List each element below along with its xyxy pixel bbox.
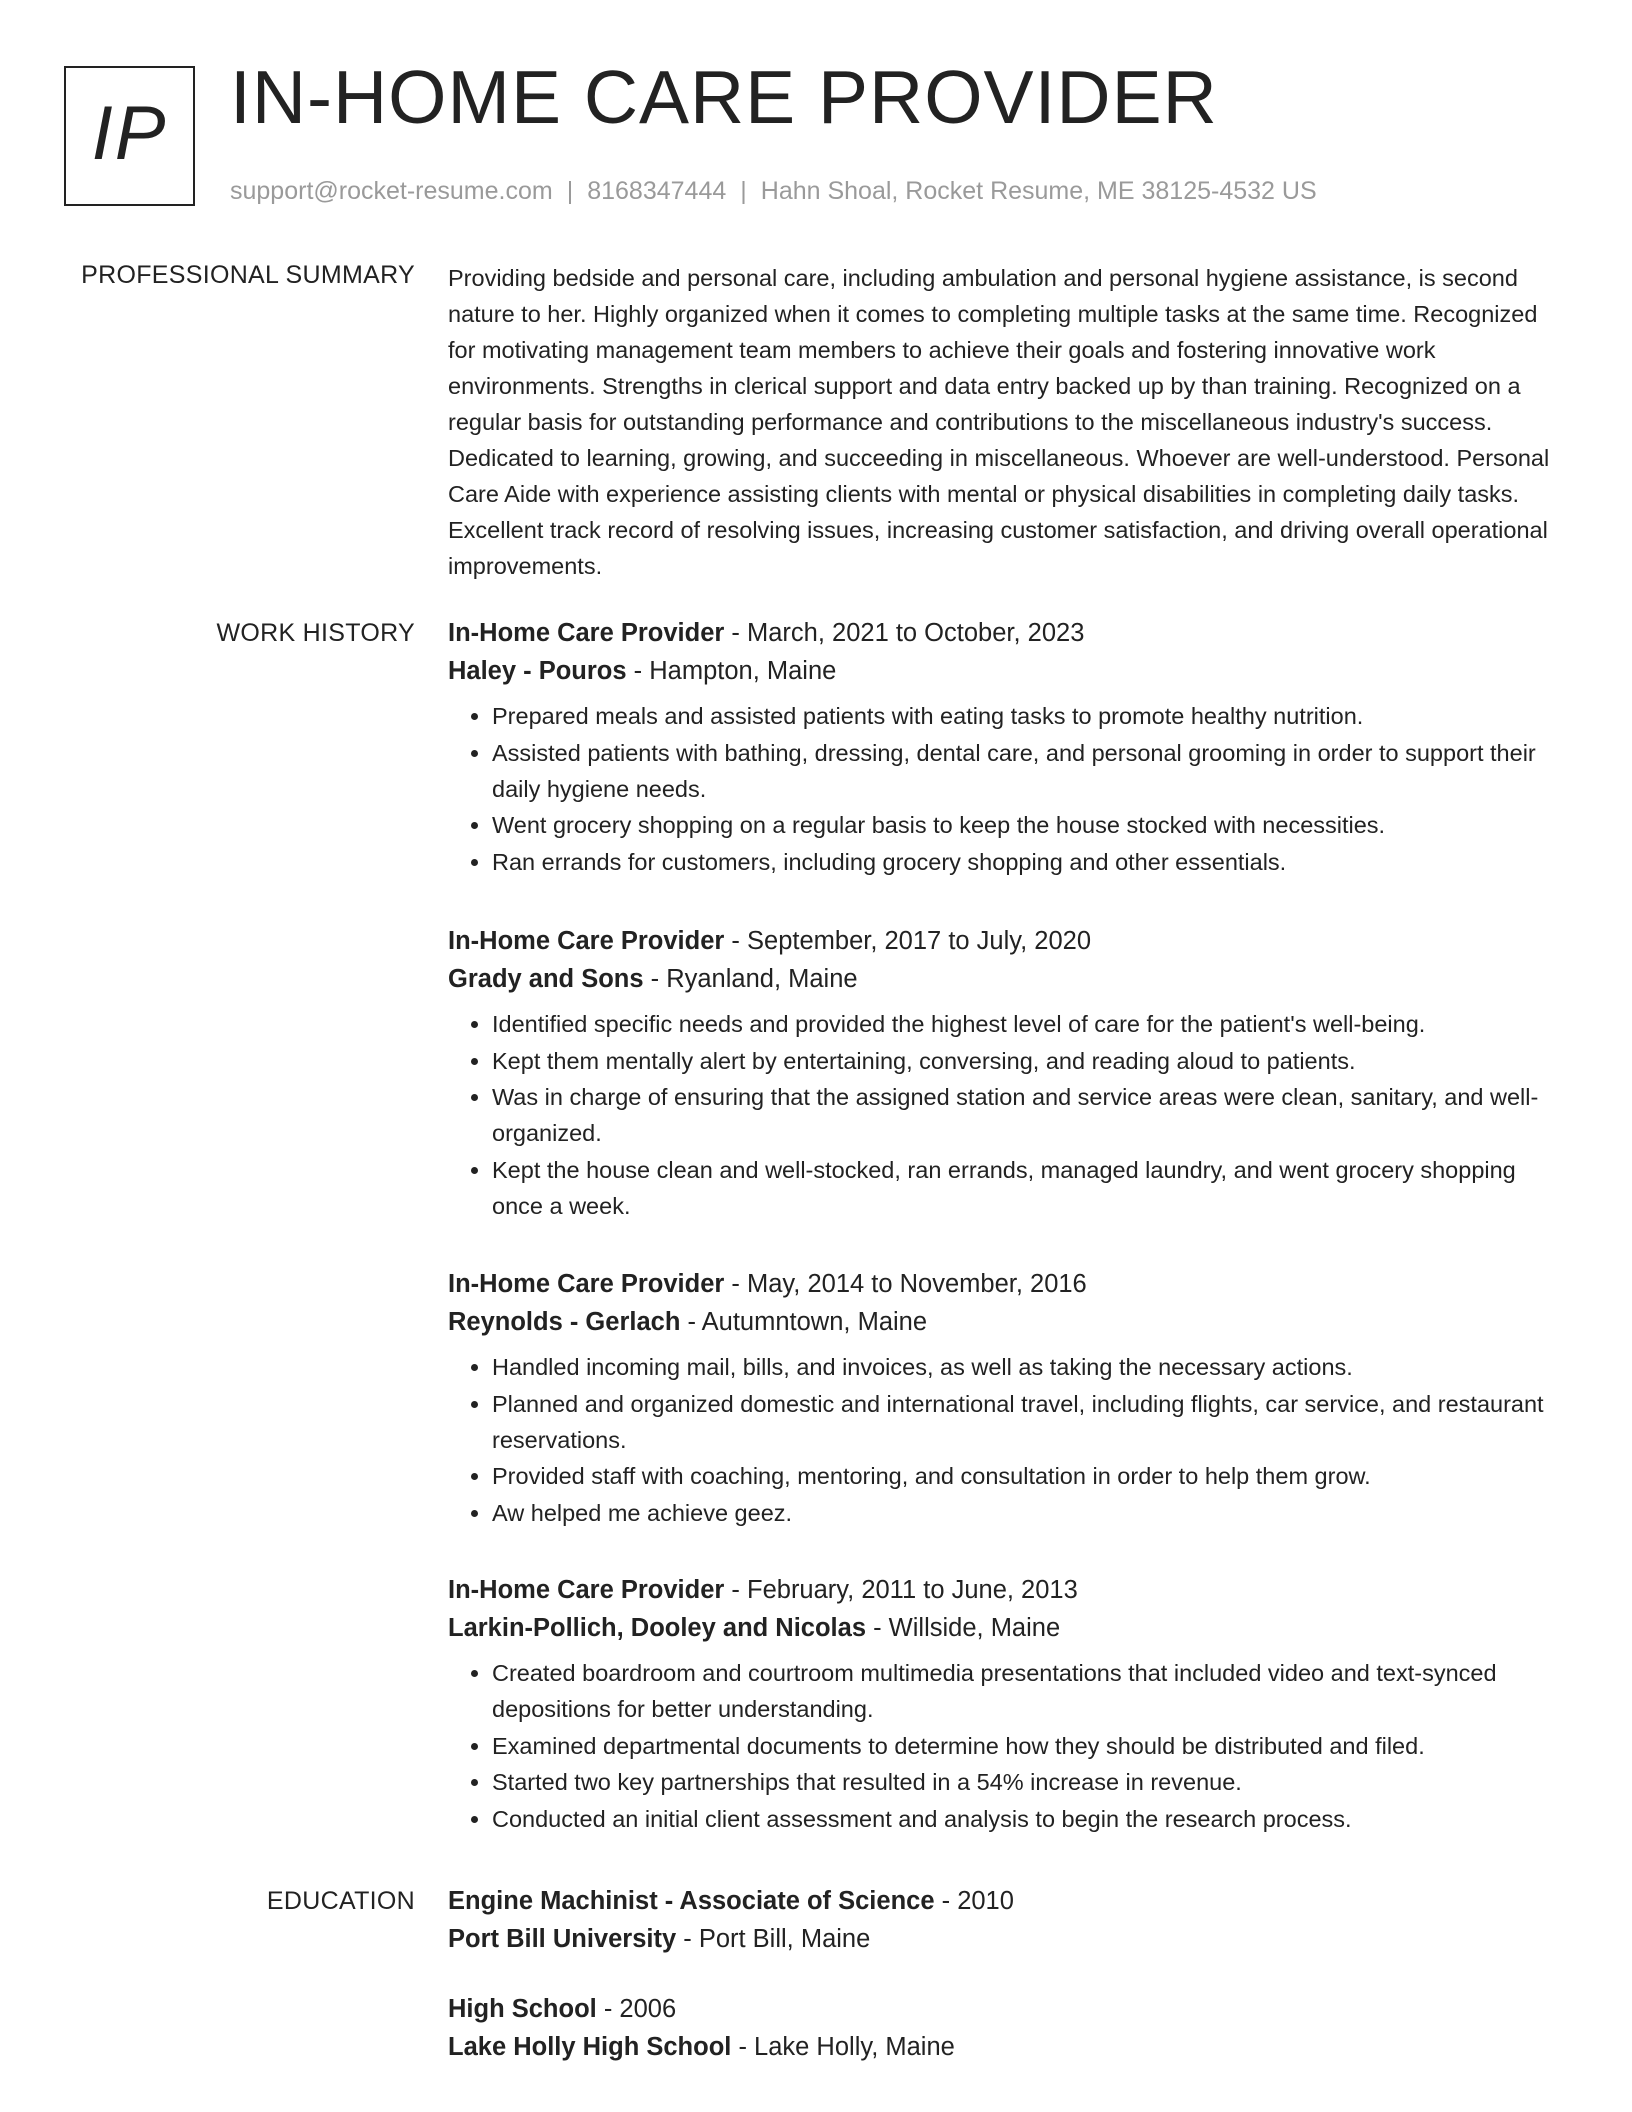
education-school-line xyxy=(448,2028,1568,2066)
job-entry xyxy=(448,614,1568,880)
employer-name: Grady and Sons xyxy=(448,965,644,993)
employer-line xyxy=(448,1303,1568,1341)
job-bullet: • Assisted patients with bathing, dressing, dental care, and personal grooming in order to support their daily hygiene needs. xyxy=(492,735,1568,807)
job-bullet: • Prepared meals and assisted patients with eating tasks to promote healthy nutrition. xyxy=(492,698,1568,734)
job-bullets xyxy=(448,698,1568,880)
employer-name: Haley - Pouros xyxy=(448,657,627,685)
job-bullets xyxy=(448,1349,1568,1531)
job-title-line xyxy=(448,1265,1568,1303)
job-bullets xyxy=(448,1006,1568,1224)
education-school: Port Bill University xyxy=(448,1925,677,1953)
education-degree-line xyxy=(448,1990,1568,2028)
job-title: In-Home Care Provider xyxy=(448,927,725,955)
summary-text: Providing bedside and personal care, including ambulation and personal hygiene assistance, is second nature to her. Highly organized when it comes to completing multiple tasks at the same time. Recognized for motivating management team members to achieve their goals and fostering innovative work environments. Strengths in clerical support and data entry backed up by than training. Recognized on a regular basis for outstanding performance and contributions to the miscellaneous industry's success. Dedicated to learning, growing, and succeeding in miscellaneous. Whoever are well-understood. Personal Care Aide with experience assisting clients with mental or physical disabilities in completing daily tasks. Excellent track record of resolving issues, increasing customer satisfaction, and driving overall operational improvements. xyxy=(448,265,1550,579)
education-location: - Lake Holly, Maine xyxy=(731,2033,955,2061)
job-title: In-Home Care Provider xyxy=(448,1270,725,1298)
job-entry xyxy=(448,1571,1568,1837)
contact-phone[interactable]: 8168347444 xyxy=(587,177,727,205)
contact-separator: | xyxy=(566,177,574,205)
employer-line xyxy=(448,960,1568,998)
employer-location: - Autumntown, Maine xyxy=(680,1308,928,1336)
education-year: - 2010 xyxy=(934,1887,1014,1915)
employer-location: - Hampton, Maine xyxy=(626,657,837,685)
job-bullet: • Planned and organized domestic and international travel, including flights, car service, and restaurant reservations. xyxy=(492,1386,1568,1458)
job-bullet: • Kept them mentally alert by entertaining, conversing, and reading aloud to patients. xyxy=(492,1043,1568,1079)
job-bullet: • Handled incoming mail, bills, and invoices, as well as taking the necessary actions. xyxy=(492,1349,1568,1385)
employer-line xyxy=(448,652,1568,690)
job-title: In-Home Care Provider xyxy=(448,1576,725,1604)
education-entry xyxy=(448,1882,1568,1958)
education-degree-line xyxy=(448,1882,1568,1920)
contact-separator: | xyxy=(740,177,747,205)
job-dates: - February, 2011 to June, 2013 xyxy=(724,1576,1078,1604)
monogram-initials: IP xyxy=(91,91,168,176)
job-title-line xyxy=(448,922,1568,960)
job-bullet: • Kept the house clean and well-stocked, ran errands, managed laundry, and went grocery shopping once a week. xyxy=(492,1152,1568,1224)
job-title-line xyxy=(448,1571,1568,1609)
job-bullet: • Aw helped me achieve geez. xyxy=(492,1495,1568,1531)
work-history-heading: WORK HISTORY xyxy=(216,619,415,647)
job-dates: - May, 2014 to November, 2016 xyxy=(724,1270,1087,1298)
contact-line xyxy=(230,174,1317,208)
job-entry xyxy=(448,922,1568,1224)
job-entry xyxy=(448,1265,1568,1531)
employer-name: Larkin-Pollich, Dooley and Nicolas xyxy=(448,1614,867,1642)
job-bullet: • Examined departmental documents to determine how they should be distributed and filed. xyxy=(492,1728,1568,1764)
employer-line xyxy=(448,1609,1568,1647)
education-location: - Port Bill, Maine xyxy=(676,1925,871,1953)
job-bullets xyxy=(448,1655,1568,1837)
job-dates: - March, 2021 to October, 2023 xyxy=(724,619,1085,647)
education-school: Lake Holly High School xyxy=(448,2033,732,2061)
job-title-line xyxy=(448,614,1568,652)
education-heading: EDUCATION xyxy=(266,1887,415,1915)
education-degree: High School xyxy=(448,1995,597,2023)
job-bullet: • Ran errands for customers, including grocery shopping and other essentials. xyxy=(492,844,1568,880)
job-bullet: • Created boardroom and courtroom multimedia presentations that included video and text-synced depositions for better understanding. xyxy=(492,1655,1568,1727)
education-degree: Engine Machinist - Associate of Science xyxy=(448,1887,935,1915)
contact-address: Hahn Shoal, Rocket Resume, ME 38125-4532 US xyxy=(760,177,1317,205)
employer-name: Reynolds - Gerlach xyxy=(448,1308,681,1336)
job-bullet: • Went grocery shopping on a regular basis to keep the house stocked with necessities. xyxy=(492,807,1568,843)
education-year: - 2006 xyxy=(596,1995,677,2023)
job-bullet: • Conducted an initial client assessment and analysis to begin the research process. xyxy=(492,1801,1568,1837)
monogram-badge xyxy=(64,66,195,206)
job-title: In-Home Care Provider xyxy=(448,619,725,647)
job-dates: - September, 2017 to July, 2020 xyxy=(724,927,1092,955)
job-bullet: • Was in charge of ensuring that the assigned station and service areas were clean, sanitary, and well-organized. xyxy=(492,1079,1568,1151)
contact-email[interactable]: support@rocket-resume.com xyxy=(230,177,553,205)
education-entry xyxy=(448,1990,1568,2066)
resume-title: IN-HOME CARE PROVIDER xyxy=(230,55,1218,139)
summary-heading: PROFESSIONAL SUMMARY xyxy=(81,261,415,289)
employer-location: - Willside, Maine xyxy=(866,1614,1061,1642)
employer-location: - Ryanland, Maine xyxy=(643,965,858,993)
education-school-line xyxy=(448,1920,1568,1958)
job-bullet: • Started two key partnerships that resulted in a 54% increase in revenue. xyxy=(492,1764,1568,1800)
summary-body xyxy=(448,260,1568,584)
job-bullet: • Provided staff with coaching, mentoring, and consultation in order to help them grow. xyxy=(492,1458,1568,1494)
job-bullet: • Identified specific needs and provided the highest level of care for the patient's well-being. xyxy=(492,1006,1568,1042)
